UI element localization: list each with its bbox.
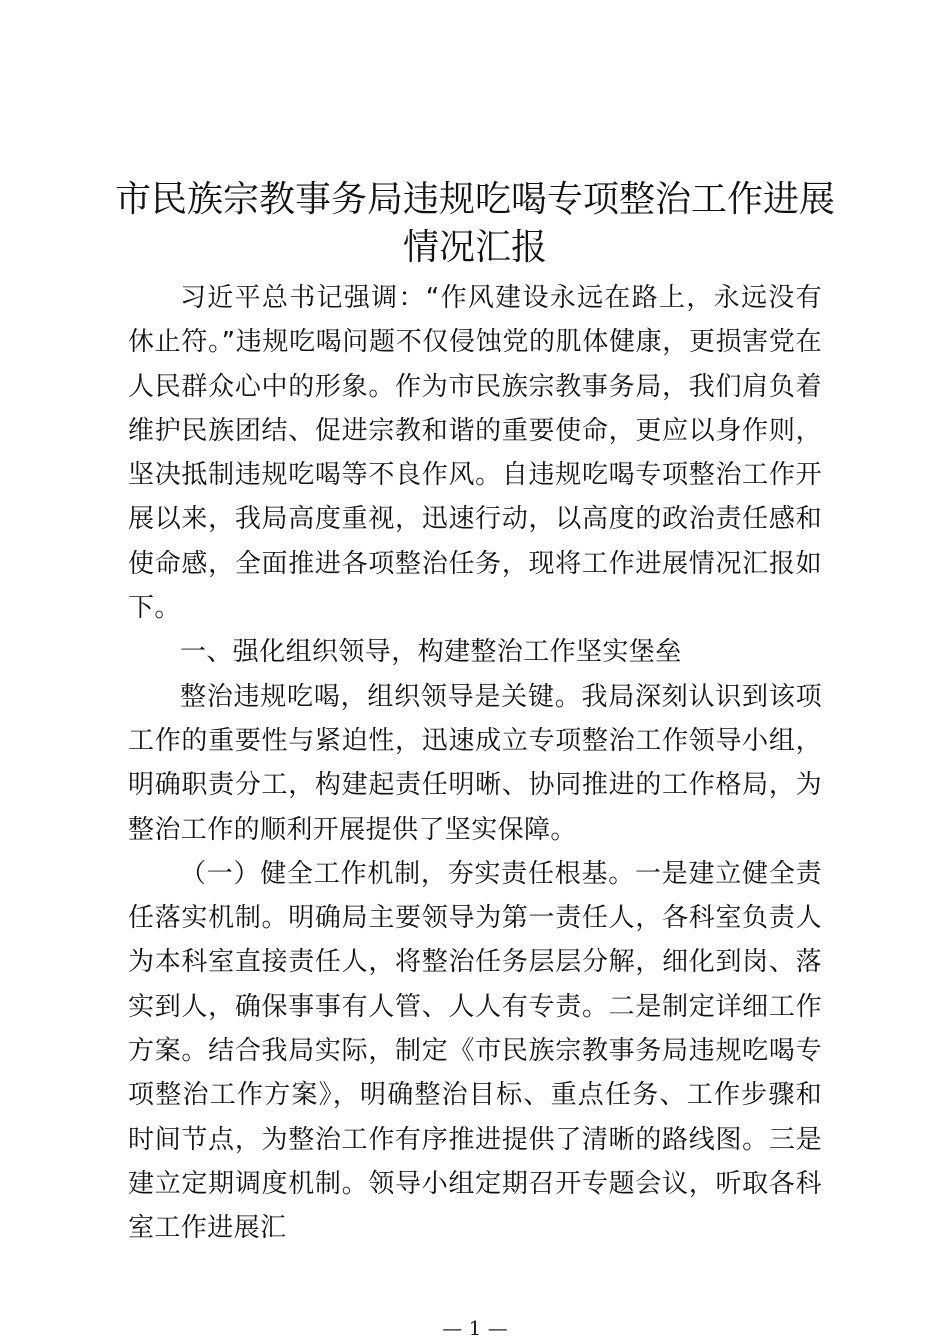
section-1-paragraph: 整治违规吃喝，组织领导是关键。我局深刻认识到该项工作的重要性与紧迫性，迅速成立专项整治工作领导小组，明确职责分工，构建起责任明晰、协同推进的工作格局，为整治工作的顺利开展提供了坚实保障。 (128, 681, 822, 845)
document-body (128, 276, 822, 1251)
document-title-line-1: 市民族宗教事务局违规吃喝专项整治工作进展 (114, 179, 835, 220)
page-number: — 1 — (442, 1316, 508, 1340)
subsection-1-paragraph: （一）健全工作机制，夯实责任根基。一是建立健全责任落实机制。明确局主要领导为第一责任人，各科室负责人为本科室直接责任人，将整治任务层层分解，细化到岗、落实到人，确保事事有人管、人人有专责。二是制定详细工作方案。结合我局实际，制定《市民族宗教事务局违规吃喝专项整治工作方案》，明确整治目标、重点任务、工作步骤和时间节点，为整治工作有序推进提供了清晰的路线图。三是建立定期调度机制。领导小组定期召开专题会议，听取各科室工作进展汇 (128, 858, 822, 1244)
section-heading-1: 一、强化组织领导，构建整治工作坚实堡垒 (180, 637, 682, 668)
document-title-line-2: 情况汇报 (402, 227, 547, 268)
intro-paragraph: 习近平总书记强调：“作风建设永远在路上，永远没有休止符。”违规吃喝问题不仅侵蚀党的肌体健康，更损害党在人民群众心中的形象。作为市民族宗教事务局，我们肩负着维护民族团结、促进宗教和谐的重要使命，更应以身作则，坚决抵制违规吃喝等不良作风。自违规吃喝专项整治工作开展以来，我局高度重视，迅速行动，以高度的政治责任感和使命感，全面推进各项整治任务，现将工作进展情况汇报如下。 (128, 283, 822, 624)
